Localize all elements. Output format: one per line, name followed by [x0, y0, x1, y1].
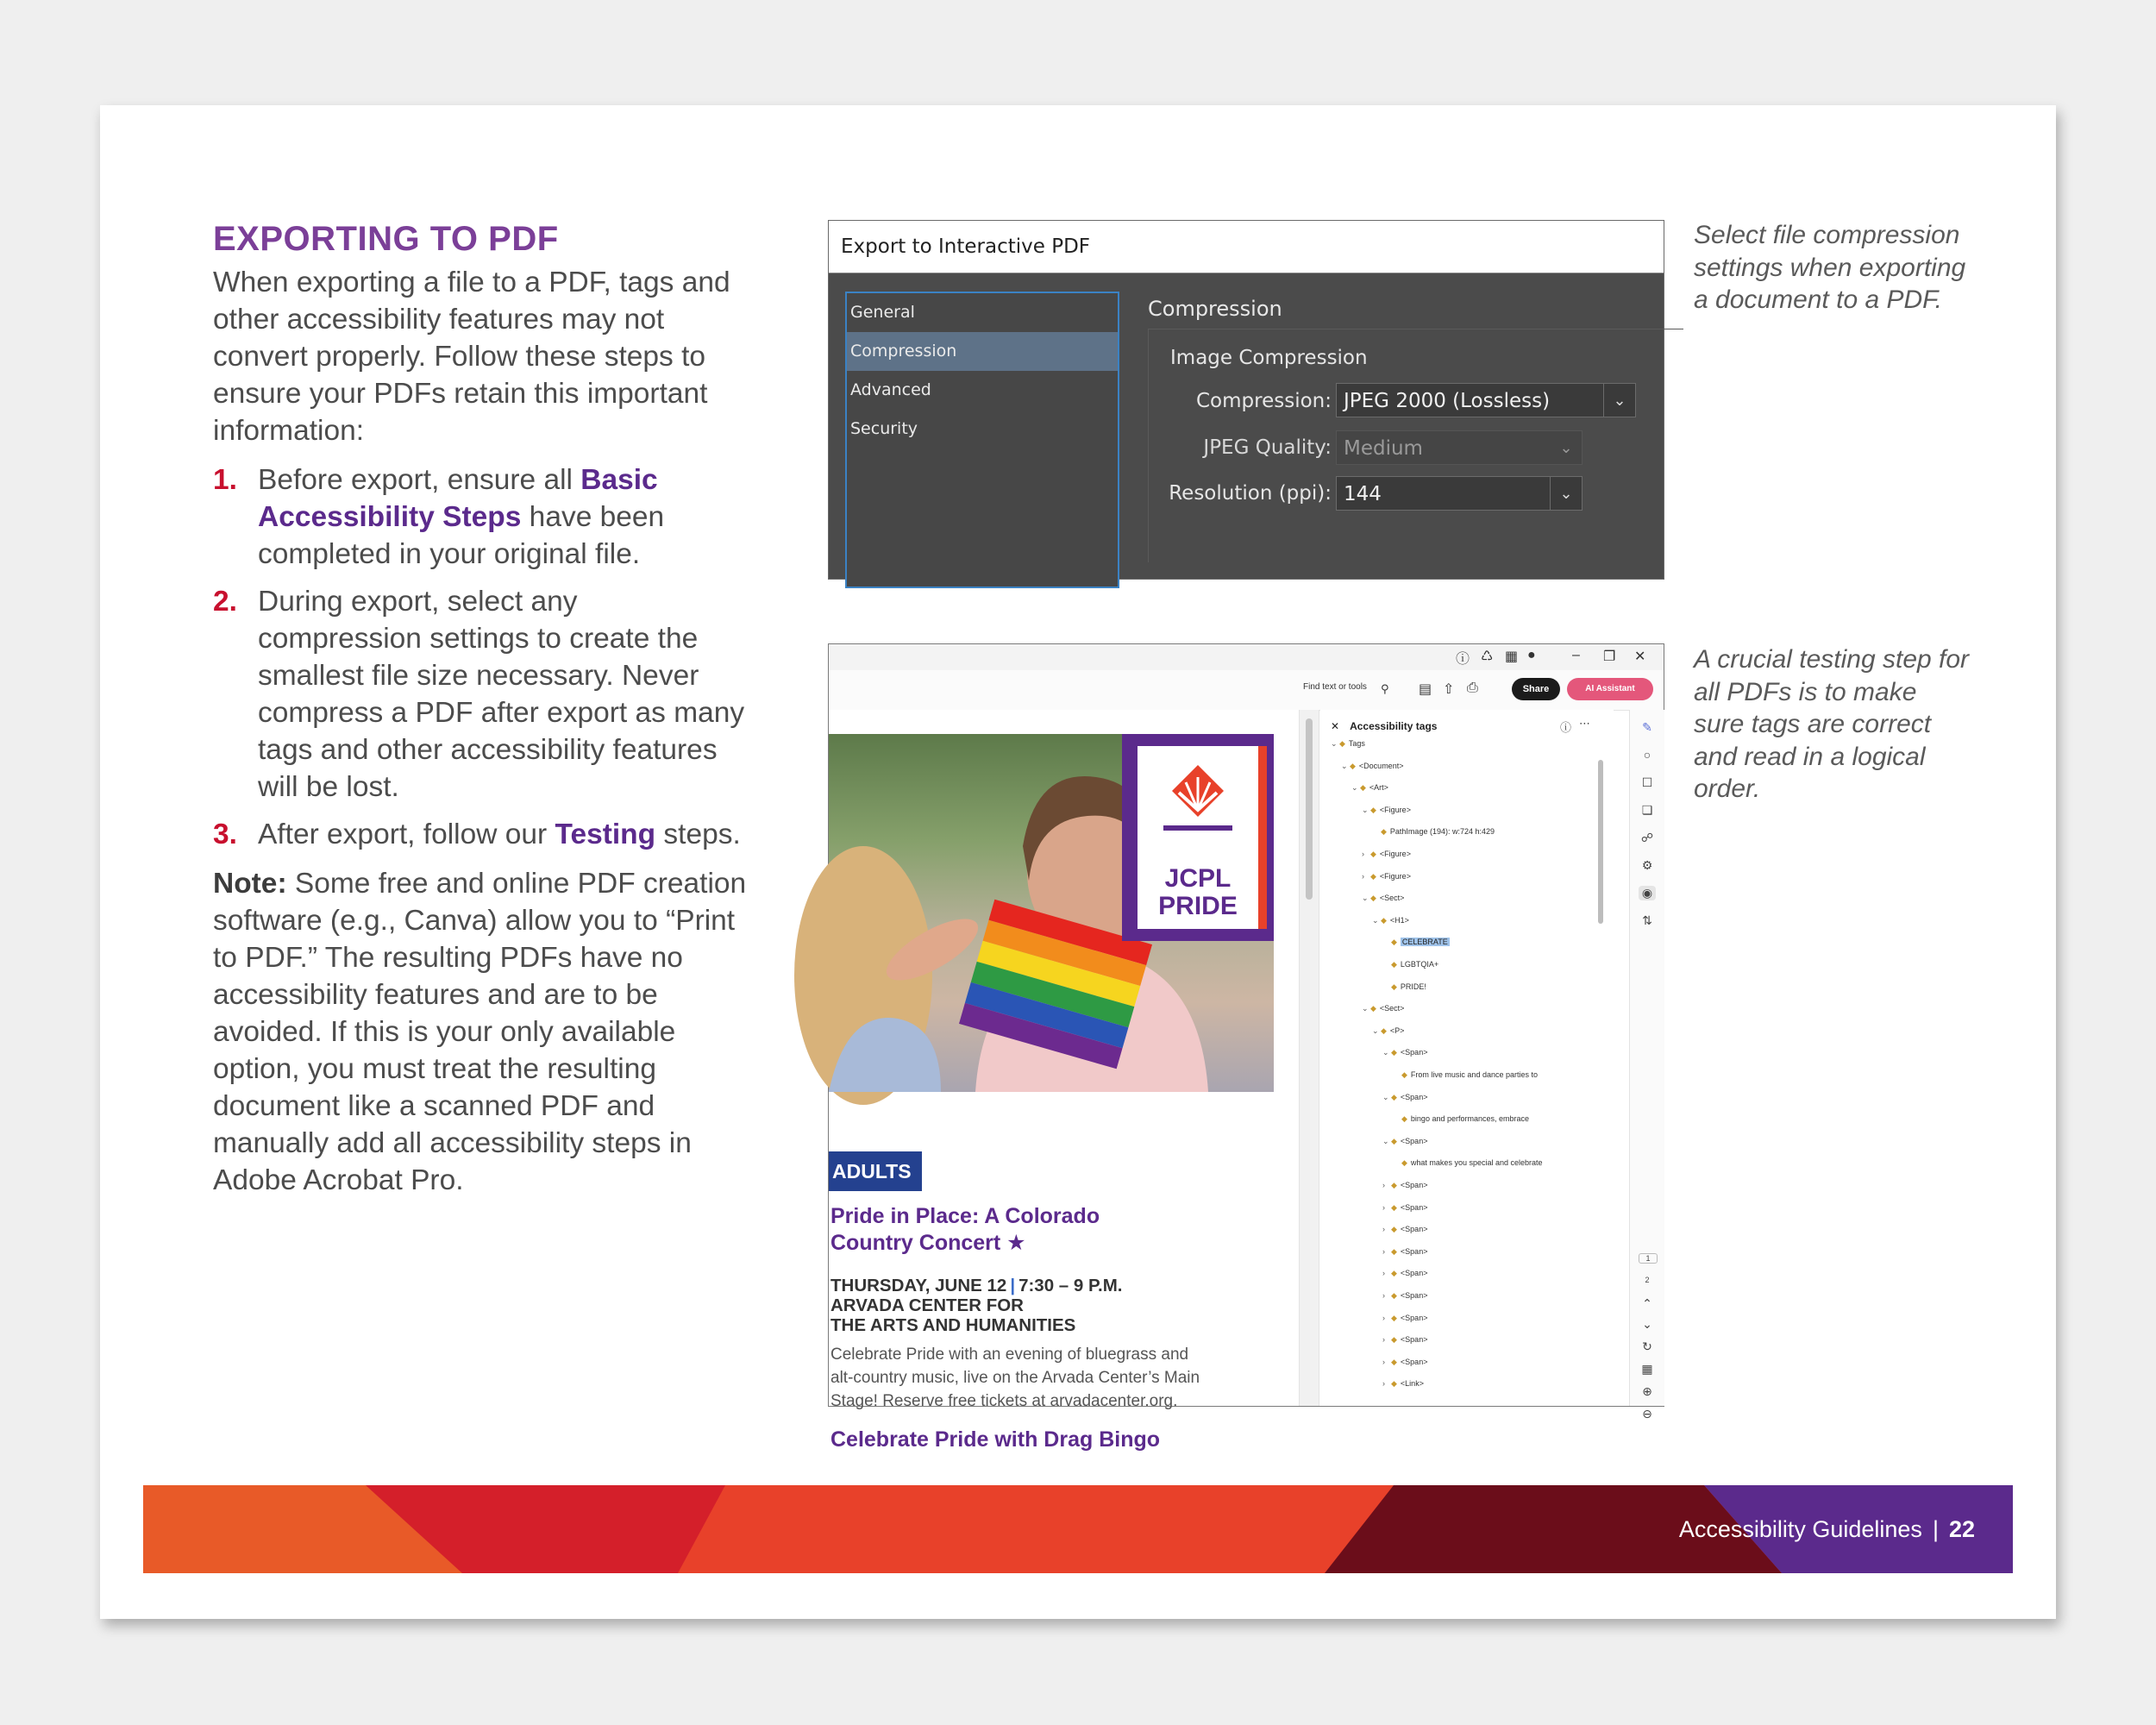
- tag-tree-item[interactable]: [1351, 781, 1388, 794]
- tag-label: From live music and dance parties to: [1410, 1070, 1538, 1079]
- tag-icon: ◆: [1391, 1246, 1397, 1256]
- tag-label: <Document>: [1358, 761, 1404, 770]
- find-text-input[interactable]: Find text or tools: [1303, 682, 1367, 692]
- tag-label: PRIDE!: [1400, 982, 1426, 991]
- event-title: [830, 1203, 1100, 1257]
- chevron-down-icon: ⌄: [1550, 477, 1582, 510]
- chevron-icon[interactable]: ⌄: [1382, 1136, 1389, 1145]
- basic-accessibility-steps-link[interactable]: Basic Accessibility Steps: [258, 464, 658, 533]
- tag-icon: ◆: [1391, 1202, 1397, 1212]
- chevron-icon[interactable]: ›: [1382, 1335, 1385, 1345]
- page-fit-icon[interactable]: ▦: [1641, 1362, 1653, 1376]
- tag-label: <Span>: [1400, 1181, 1428, 1189]
- tag-tree-item[interactable]: [1382, 1201, 1427, 1214]
- tag-icon: ◆: [1401, 1114, 1407, 1124]
- edit-icon[interactable]: ✎: [1642, 720, 1652, 734]
- tag-icon: ◆: [1391, 1313, 1397, 1322]
- document-page: [100, 105, 2056, 1619]
- tag-tree-item[interactable]: [1382, 935, 1450, 949]
- chevron-icon[interactable]: ⌄: [1382, 1048, 1389, 1057]
- bookmark-icon[interactable]: ☐: [1641, 775, 1653, 789]
- tags-scrollbar[interactable]: [1596, 744, 1605, 1406]
- event-desc-line: alt-country music, live on the Arvada Center’s Main: [830, 1369, 1200, 1387]
- sidebar-item-general[interactable]: General: [850, 303, 915, 322]
- chevron-icon[interactable]: ⌄: [1382, 1092, 1389, 1101]
- resolution-label: Resolution (ppi):: [1169, 482, 1332, 505]
- jcpl-pride-badge: [1122, 734, 1274, 941]
- chevron-icon[interactable]: ›: [1382, 1357, 1385, 1366]
- sidebar-item-advanced[interactable]: Advanced: [850, 380, 931, 399]
- badge-text: [1138, 865, 1258, 920]
- chevron-icon[interactable]: ⌄: [1341, 761, 1348, 770]
- pages-icon[interactable]: ❏: [1641, 803, 1653, 817]
- tag-icon: ◆: [1391, 938, 1397, 947]
- resolution-combo[interactable]: [1336, 476, 1583, 511]
- tag-tree-item[interactable]: [1382, 1289, 1427, 1302]
- print-icon[interactable]: ⎙: [1467, 681, 1478, 695]
- panel-heading: Compression: [1148, 297, 1282, 321]
- tag-tree-item[interactable]: [1382, 1178, 1427, 1192]
- badge-line-2: PRIDE: [1158, 892, 1238, 920]
- tag-icon: ◆: [1370, 850, 1376, 858]
- page-number-current[interactable]: 1: [1639, 1253, 1658, 1264]
- tag-label: what makes you special and celebrate: [1410, 1158, 1543, 1168]
- quality-label: JPEG Quality:: [1203, 436, 1332, 459]
- tools-icon[interactable]: ⚙: [1641, 858, 1653, 872]
- tag-label: <Link>: [1400, 1379, 1424, 1389]
- document-scrollbar[interactable]: [1299, 710, 1319, 1406]
- chevron-icon[interactable]: ⌄: [1362, 1004, 1369, 1013]
- chevron-icon[interactable]: ›: [1382, 1246, 1385, 1256]
- tag-tree-item[interactable]: [1382, 1333, 1427, 1346]
- chevron-icon[interactable]: ›: [1382, 1313, 1385, 1322]
- chevron-icon[interactable]: ›: [1382, 1291, 1385, 1300]
- tag-label: Tags: [1348, 739, 1365, 748]
- event-time: 7:30 – 9 P.M.: [1018, 1276, 1123, 1295]
- tag-icon: ◆: [1391, 1357, 1397, 1366]
- chevron-up-icon[interactable]: ⌃: [1642, 1296, 1652, 1310]
- tag-tree-item[interactable]: [1341, 759, 1403, 773]
- step-item: [213, 461, 748, 573]
- chevron-icon[interactable]: ⌄: [1351, 783, 1358, 793]
- acrobat-screenshot: [828, 643, 1664, 1452]
- tag-icon: ◆: [1370, 805, 1376, 814]
- right-tool-rail: [1629, 710, 1664, 1421]
- tag-label: <Span>: [1400, 1048, 1428, 1057]
- tag-tree-item[interactable]: [1372, 825, 1495, 838]
- step-number: 1.: [213, 464, 237, 496]
- tag-icon: ◆: [1381, 915, 1387, 925]
- tag-icon: ◆: [1391, 960, 1397, 969]
- refresh-icon[interactable]: ↻: [1642, 1339, 1652, 1353]
- step-text: [258, 816, 748, 853]
- separator: |: [1010, 1276, 1016, 1295]
- restore-icon[interactable]: ❐: [1603, 649, 1616, 664]
- chevron-icon[interactable]: ›: [1382, 1225, 1385, 1234]
- tag-tree-item[interactable]: [1382, 980, 1426, 994]
- tag-tree-item[interactable]: [1331, 737, 1365, 750]
- bell-icon[interactable]: ♺: [1481, 649, 1494, 664]
- footer-text: [1679, 1485, 1975, 1573]
- quality-select[interactable]: [1336, 430, 1583, 465]
- event-title-line-1: Pride in Place: A Colorado: [830, 1204, 1100, 1228]
- tag-label: <Span>: [1400, 1225, 1428, 1234]
- tag-label: <Span>: [1400, 1246, 1428, 1256]
- step-text-before: After export, follow our: [258, 819, 555, 850]
- compression-select[interactable]: [1336, 383, 1636, 417]
- tag-label: PathImage (194): w:724 h:429: [1389, 827, 1495, 837]
- event-description: [830, 1343, 1296, 1413]
- tag-label: <Art>: [1369, 783, 1388, 793]
- document-view: [829, 710, 1299, 1452]
- minimize-icon[interactable]: –: [1572, 648, 1580, 662]
- sidebar-item-security[interactable]: Security: [850, 419, 918, 438]
- tag-tree-item[interactable]: [1382, 1355, 1427, 1369]
- tag-label: <Span>: [1400, 1313, 1428, 1322]
- tag-tree-item[interactable]: [1393, 1156, 1543, 1170]
- tag-tree-item[interactable]: [1372, 913, 1409, 927]
- tag-tree-item[interactable]: [1382, 1090, 1427, 1104]
- export-dialog-screenshot: [828, 220, 1664, 580]
- event-place-line-1: ARVADA CENTER FOR: [830, 1295, 1024, 1315]
- step-text: During export, select any compression settings to create the smallest file size necessary. Never compress a PDF after export as many tags and other accessibility features will be lost.: [258, 586, 745, 803]
- dialog-sidebar: [845, 292, 1119, 588]
- chevron-icon[interactable]: ›: [1382, 1181, 1385, 1189]
- tag-icon: ◆: [1350, 761, 1356, 770]
- chevron-icon[interactable]: ›: [1362, 850, 1364, 858]
- compression-value: JPEG 2000 (Lossless): [1344, 390, 1551, 412]
- chevron-icon[interactable]: ›: [1362, 871, 1364, 881]
- tag-tree-item[interactable]: [1382, 1222, 1427, 1236]
- tag-tree-item[interactable]: [1382, 1377, 1424, 1390]
- tag-tree-item[interactable]: [1382, 957, 1438, 971]
- chevron-icon[interactable]: ›: [1382, 1379, 1385, 1389]
- tag-tree-item[interactable]: [1382, 1245, 1427, 1258]
- tag-icon: ◆: [1391, 1048, 1397, 1057]
- intro-paragraph: When exporting a file to a PDF, tags and other accessibility features may not convert properly. Follow these steps to ensure your PDFs retain this important information:: [213, 267, 730, 447]
- step-number: 2.: [213, 586, 237, 618]
- reading-order-icon[interactable]: ⇅: [1642, 913, 1652, 927]
- accessibility-icon[interactable]: ◉: [1639, 886, 1656, 900]
- note-paragraph: [213, 865, 748, 1199]
- next-event-title: Celebrate Pride with Drag Bingo: [830, 1427, 1161, 1452]
- info-icon[interactable]: ⓘ: [1560, 721, 1572, 734]
- resolution-value: 144: [1344, 483, 1382, 505]
- tag-icon: ◆: [1391, 1269, 1397, 1278]
- chevron-down-icon: ⌄: [1603, 384, 1635, 417]
- section-title: EXPORTING TO PDF: [213, 220, 559, 258]
- scroll-thumb[interactable]: [1306, 718, 1313, 900]
- step-text-after: have been completed in your original file.: [258, 501, 665, 570]
- tag-label: <Span>: [1400, 1092, 1428, 1101]
- quality-value: Medium: [1344, 437, 1423, 460]
- zoom-in-icon[interactable]: ⊕: [1642, 1384, 1652, 1398]
- upload-icon[interactable]: ⇧: [1443, 682, 1455, 697]
- scroll-thumb[interactable]: [1598, 760, 1603, 924]
- more-options-icon[interactable]: ⋯: [1579, 717, 1590, 730]
- tag-icon: ◆: [1381, 1026, 1387, 1035]
- chevron-down-icon: ⌄: [1559, 439, 1573, 457]
- chevron-icon[interactable]: ›: [1382, 1202, 1385, 1212]
- adults-tag: ADULTS: [829, 1151, 922, 1191]
- acrobat-caption: A crucial testing step for all PDFs is to make sure tags are correct and read in a logical order.: [1694, 645, 1970, 803]
- badge-card: [1138, 746, 1267, 929]
- tag-tree-item[interactable]: [1362, 1001, 1404, 1015]
- comment-icon[interactable]: ○: [1643, 748, 1651, 762]
- footer-separator: |: [1932, 1516, 1939, 1542]
- step-text: [258, 461, 748, 573]
- tag-icon: ◆: [1370, 871, 1376, 881]
- tag-tree-item[interactable]: [1362, 847, 1411, 861]
- tag-label: <Span>: [1400, 1136, 1428, 1145]
- tag-icon: ◆: [1401, 1158, 1407, 1168]
- tag-label: <Span>: [1400, 1291, 1428, 1300]
- tag-label: <Figure>: [1379, 871, 1411, 881]
- search-icon[interactable]: ⚲: [1381, 682, 1389, 695]
- save-icon[interactable]: ▤: [1419, 682, 1432, 697]
- chevron-icon[interactable]: ⌄: [1372, 1026, 1379, 1035]
- event-date: THURSDAY, JUNE 12: [830, 1276, 1007, 1295]
- tag-label: <Span>: [1400, 1269, 1428, 1278]
- step-text-after: steps.: [655, 819, 741, 850]
- tag-icon: ◆: [1391, 1379, 1397, 1389]
- toolbar: [829, 670, 1664, 711]
- page-number: 22: [1948, 1516, 1975, 1542]
- tag-tree-item[interactable]: [1362, 891, 1404, 905]
- tag-label: <Sect>: [1379, 1004, 1405, 1013]
- note-text: Some free and online PDF creation software (e.g., Canva) allow you to “Print to PDF.” The resulting PDFs have no accessibility features and are to be avoided. If this is your only available option, you must treat the resulting document like a scanned PDF and manually add all accessibility steps in Adobe Acrobat Pro.: [213, 868, 747, 1196]
- tag-icon: ◆: [1391, 1136, 1397, 1145]
- tags-panel-title: Accessibility tags: [1350, 720, 1438, 732]
- tag-tree-item[interactable]: [1362, 869, 1411, 883]
- step-text-before: Before export, ensure all: [258, 464, 581, 496]
- footer-label: Accessibility Guidelines: [1678, 1516, 1922, 1542]
- tag-icon: ◆: [1391, 1335, 1397, 1345]
- sidebar-item-compression[interactable]: Compression: [847, 332, 1118, 371]
- tag-tree-item[interactable]: [1382, 1311, 1427, 1325]
- group-title: Image Compression: [1170, 347, 1368, 369]
- steps-list: [213, 461, 748, 853]
- footer-band: [143, 1485, 2013, 1573]
- chevron-icon[interactable]: ⌄: [1362, 894, 1369, 903]
- event-title-line-2: Country Concert ★: [830, 1231, 1026, 1255]
- tag-icon: ◆: [1370, 1004, 1376, 1013]
- event-photo: [829, 734, 1274, 1092]
- event-datetime: [830, 1276, 1122, 1295]
- chevron-icon[interactable]: ⌄: [1331, 739, 1338, 748]
- zoom-out-icon[interactable]: ⊖: [1642, 1407, 1652, 1421]
- tag-icon: ◆: [1360, 783, 1366, 793]
- ai-assistant-button[interactable]: AI Assistant: [1567, 678, 1653, 700]
- tag-tree-item[interactable]: [1393, 1068, 1538, 1082]
- tag-label: <Figure>: [1379, 850, 1411, 858]
- tag-icon: ◆: [1339, 739, 1345, 748]
- step-number: 3.: [213, 819, 237, 850]
- tag-tree-item[interactable]: [1393, 1112, 1529, 1126]
- tag-icon: ◆: [1370, 894, 1376, 903]
- tag-icon: ◆: [1381, 827, 1387, 837]
- left-column: [213, 217, 748, 1211]
- dialog-title: Export to Interactive PDF: [829, 221, 1664, 273]
- tag-label: <H1>: [1389, 915, 1409, 925]
- apps-grid-icon[interactable]: ▦: [1505, 649, 1519, 664]
- share-button[interactable]: Share: [1512, 678, 1560, 700]
- chevron-down-icon[interactable]: ⌄: [1642, 1317, 1652, 1331]
- tag-tree-item[interactable]: [1362, 803, 1411, 817]
- tag-icon: ◆: [1401, 1070, 1407, 1079]
- event-desc-line: Celebrate Pride with an evening of bluegrass and: [830, 1346, 1189, 1364]
- accessibility-tags-panel: [1320, 710, 1614, 1406]
- tag-label: bingo and performances, embrace: [1410, 1114, 1530, 1124]
- tag-label: CELEBRATE: [1401, 938, 1448, 947]
- help-icon[interactable]: ⓘ: [1456, 652, 1470, 667]
- close-icon[interactable]: ✕: [1634, 649, 1646, 664]
- step-item: [213, 583, 748, 806]
- event-place-line-2: THE ARTS AND HUMANITIES: [830, 1315, 1076, 1335]
- tag-label: <Span>: [1400, 1357, 1428, 1366]
- compression-label: Compression:: [1196, 390, 1332, 412]
- tag-icon: ◆: [1391, 1092, 1397, 1101]
- chevron-icon[interactable]: ›: [1382, 1269, 1385, 1278]
- tag-icon: ◆: [1391, 1225, 1397, 1234]
- note-label: Note:: [213, 868, 287, 900]
- tag-tree-item[interactable]: [1382, 1266, 1427, 1280]
- testing-link[interactable]: Testing: [555, 819, 656, 850]
- event-when: [830, 1276, 1122, 1335]
- step-item: [213, 816, 748, 853]
- tag-label: <Figure>: [1379, 805, 1411, 814]
- tag-label: <Sect>: [1379, 894, 1405, 903]
- tags-panel-header: [1331, 720, 1437, 732]
- jcpl-logo-icon: [1163, 765, 1232, 843]
- page-number-total: 2: [1645, 1276, 1650, 1284]
- tag-icon: ◆: [1391, 982, 1397, 991]
- event-desc-line: Stage! Reserve free tickets at arvadacenter.org.: [830, 1392, 1178, 1410]
- tag-label: <P>: [1389, 1026, 1405, 1035]
- tag-icon: ◆: [1391, 1291, 1397, 1300]
- tag-tree-item[interactable]: [1382, 1134, 1427, 1148]
- tag-label: <Span>: [1400, 1335, 1428, 1345]
- tag-tree-item[interactable]: [1382, 1045, 1427, 1059]
- tag-label: <Span>: [1400, 1202, 1428, 1212]
- tag-tree-item[interactable]: [1372, 1024, 1404, 1038]
- avatar[interactable]: ●: [1527, 648, 1536, 662]
- tag-icon: ◆: [1391, 1181, 1397, 1189]
- attachment-icon[interactable]: ☍: [1640, 831, 1654, 844]
- badge-line-1: JCPL: [1164, 864, 1232, 893]
- title-bar: [829, 644, 1664, 671]
- chevron-icon[interactable]: ⌄: [1372, 915, 1379, 925]
- close-icon[interactable]: ✕: [1331, 720, 1340, 732]
- chevron-icon[interactable]: ⌄: [1362, 805, 1369, 814]
- dialog-caption: Select file compression settings when exporting a document to a PDF.: [1694, 221, 1966, 314]
- tag-label: LGBTQIA+: [1400, 960, 1439, 969]
